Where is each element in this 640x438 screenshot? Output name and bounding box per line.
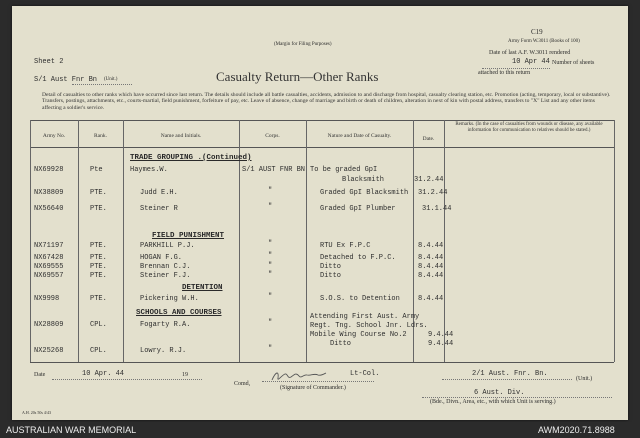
row-army-no: NX69555	[34, 263, 64, 271]
header-nature: Nature and Date of Casualty.	[327, 133, 392, 139]
header-army-no: Army No.	[42, 133, 66, 139]
footer-comd-label: Comd,	[234, 381, 251, 387]
form-title: Casualty Return—Other Ranks	[216, 69, 379, 84]
row-rank: PTE.	[90, 242, 107, 250]
row-nature: Graded GpI Plumber	[320, 205, 396, 213]
number-sheets-label: Number of sheets	[552, 60, 595, 66]
casualty-return-form	[12, 6, 628, 420]
form-name: Army Form W.3011 (Books of 100)	[508, 39, 580, 44]
row-rank: PTE.	[90, 272, 107, 280]
unit-label: (Unit.)	[104, 77, 118, 82]
footer-unit-label: (Unit.)	[576, 376, 593, 382]
row-nature: Ditto	[320, 263, 342, 271]
header-rank: Rank.	[94, 133, 107, 139]
archive-name: AUSTRALIAN WAR MEMORIAL	[6, 425, 137, 435]
row-rank: PTE.	[90, 189, 107, 197]
archive-reference: AWM2020.71.8988	[538, 425, 615, 435]
footer-date-value: 10 Apr. 44	[82, 370, 125, 378]
row-nature-line2: Blacksmith	[342, 176, 385, 184]
row-name: Steiner R	[140, 205, 178, 213]
row-army-no: NX9998	[34, 295, 60, 303]
form-code: C19	[531, 28, 543, 36]
row-name: Pickering W.H.	[140, 295, 199, 303]
row-corps: S/1 AUST FNR BN	[242, 166, 306, 174]
row-name: Brennan C.J.	[140, 263, 191, 271]
row-name: Judd E.H.	[140, 189, 178, 197]
row-nature: Ditto	[320, 272, 342, 280]
row-name: HOGAN F.G.	[140, 254, 183, 262]
row-army-no: NX69928	[34, 166, 64, 174]
row-corps: "	[268, 345, 273, 353]
header-date: Date.	[422, 136, 435, 142]
commander-rank: Lt-Col.	[350, 370, 380, 378]
archive-caption-bar	[0, 422, 640, 438]
signature-label: (Signature of Commander.)	[280, 385, 346, 391]
section-schools-courses: SCHOOLS AND COURSES	[136, 309, 222, 317]
row-date: 31.2.44	[414, 176, 444, 184]
row-nature-line2: Regt. Tng. School Jnr. Ldrs.	[310, 322, 428, 330]
date-last-value: 10 Apr 44	[512, 58, 550, 66]
formation-label: (Bde., Divn., Area, etc., with which Unit is serving.)	[430, 399, 556, 405]
row-corps: "	[268, 252, 273, 260]
row-rank: PTE.	[90, 263, 107, 271]
row-rank: Pte	[90, 166, 103, 174]
section-field-punishment: FIELD PUNISHMENT	[152, 232, 225, 240]
row-nature: RTU Ex F.P.C	[320, 242, 371, 250]
row-date: 8.4.44	[418, 242, 444, 250]
instructions-text: Detail of casualties to other ranks which have occurred since last return. The details should include all battle casualties, accidents, admission to and discharge from hospital, casualty clearing station, etc. Promotion (acting, temporary, local or substantive). Transfers, postings, attachments, etc., courts-martial, field punishment, forfeiture of pay, etc. Leave of absence, change of marriage and birth or death of children, alteration in next of kin with postal address, transfers to "X" List and any other items affecting a soldier's service.	[42, 92, 611, 111]
footer-year-prefix: 19	[182, 372, 188, 378]
row-date: 8.4.44	[418, 272, 444, 280]
formation-value: 6 Aust. Div.	[474, 389, 525, 397]
row-rank: PTE.	[90, 254, 107, 262]
row-army-no: NX28809	[34, 321, 64, 329]
row-date: 8.4.44	[418, 254, 444, 262]
row-army-no: NX71197	[34, 242, 64, 250]
row-army-no: NX56640	[34, 205, 64, 213]
row-date: 9.4.44	[428, 340, 454, 348]
row-date: 31.1.44	[422, 205, 452, 213]
row-name: Fogarty R.A.	[140, 321, 191, 329]
row-army-no: NX69557	[34, 272, 64, 280]
row-date: 31.2.44	[418, 189, 448, 197]
header-remarks: Remarks. (In the case of casualties from wounds or disease, any available information for communication to relatives should be stated.)	[455, 122, 603, 133]
row-nature: Mobile Wing Course No.2	[310, 331, 407, 339]
attached-label: attached to this return	[478, 70, 531, 76]
row-nature: To be graded GpI	[310, 166, 378, 174]
row-army-no: NX38809	[34, 189, 64, 197]
row-name: Haymes.W.	[130, 166, 168, 174]
row-name: PARKHILL P.J.	[140, 242, 195, 250]
footer-date-label: Date	[34, 372, 46, 378]
row-date: 8.4.44	[418, 295, 444, 303]
row-rank: CPL.	[90, 347, 107, 355]
section-trade-grouping: TRADE GROUPING .(Continued)	[130, 154, 252, 162]
row-rank: PTE.	[90, 295, 107, 303]
row-nature: Graded GpI Blacksmith	[320, 189, 409, 197]
row-nature: S.O.S. to Detention	[320, 295, 400, 303]
row-army-no: NX67428	[34, 254, 64, 262]
row-corps: "	[268, 271, 273, 279]
row-corps: "	[268, 187, 273, 195]
row-name: Steiner F.J.	[140, 272, 191, 280]
row-rank: CPL.	[90, 321, 107, 329]
row-corps: "	[268, 293, 273, 301]
margin-note: (Margin for Filing Purposes)	[274, 42, 332, 47]
header-corps: Corps.	[265, 133, 280, 139]
row-corps: "	[268, 262, 273, 270]
row-name: Lowry. R.J.	[140, 347, 187, 355]
print-code: A.H. 20s 50s 4/43	[22, 410, 52, 415]
section-detention: DETENTION	[182, 284, 223, 292]
row-corps: "	[268, 319, 273, 327]
row-rank: PTE.	[90, 205, 107, 213]
row-nature: Detached to F.P.C.	[320, 254, 396, 262]
row-nature: Attending First Aust. Army	[310, 313, 420, 321]
row-corps: "	[268, 240, 273, 248]
row-date: 9.4.44	[428, 331, 454, 339]
unit-line: S/1 Aust Fnr Bn	[34, 76, 98, 84]
row-nature-line2: Ditto	[330, 340, 352, 348]
row-date: 8.4.44	[418, 263, 444, 271]
row-army-no: NX25268	[34, 347, 64, 355]
row-corps: "	[268, 203, 273, 211]
footer-unit-value: 2/1 Aust. Fnr. Bn.	[472, 370, 548, 378]
sheet-number: Sheet 2	[34, 58, 64, 66]
date-last-label: Date of last A.F. W.3011 rendered	[489, 50, 571, 56]
header-name: Name and Initials.	[160, 133, 202, 139]
